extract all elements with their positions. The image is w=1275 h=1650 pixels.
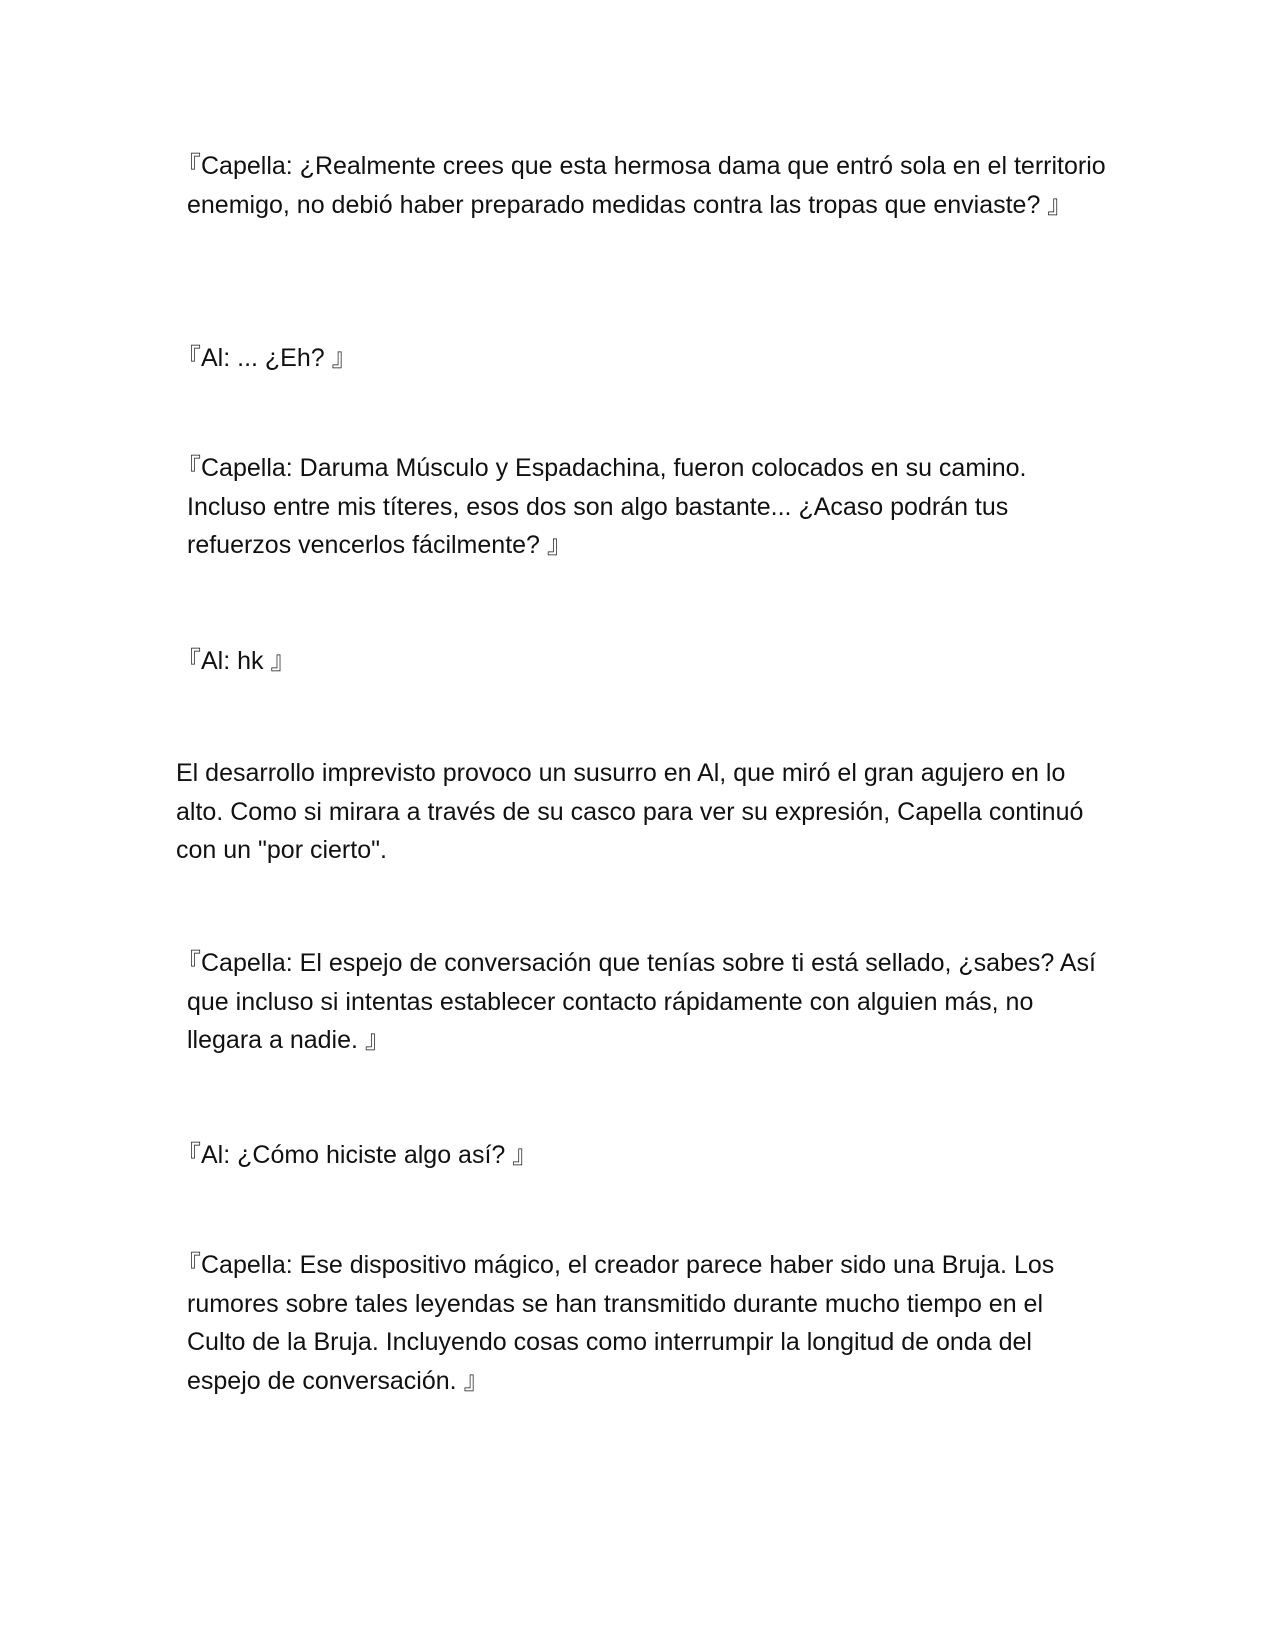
dialogue-capella-1: 『Capella: ¿Realmente crees que esta hermosa dama que entró sola en el territorio enemigo, no debió haber preparado medidas contra las tropas que enviaste? 』 xyxy=(176,152,1106,219)
dialogue-capella-4: 『Capella: Ese dispositivo mágico, el creador parece haber sido una Bruja. Los rumores sobre tales leyendas se han transmitido durante mucho tiempo en el Culto de la Bruja. Incluyendo cosas como interrumpir la longitud de onda del espejo de conversación. 』 xyxy=(176,1251,1055,1395)
dialogue-al-2: 『Al: hk 』 xyxy=(176,647,296,675)
dialogue-al-3: 『Al: ¿Cómo hiciste algo así? 』 xyxy=(176,1141,538,1169)
dialogue-capella-3: 『Capella: El espejo de conversación que tenías sobre ti está sellado, ¿sabes? Así que incluso si intentas establecer contacto rápidamente con alguien más, no llegara a nadie. 』 xyxy=(176,949,1096,1054)
narration-paragraph: El desarrollo imprevisto provoco un susurro en Al, que miró el gran agujero en lo alto. Como si mirara a través de su casco para ver su expresión, Capella continuó con un "por cierto". xyxy=(176,759,1084,864)
dialogue-al-1: 『Al: ... ¿Eh? 』 xyxy=(176,344,357,372)
dialogue-capella-2: 『Capella: Daruma Músculo y Espadachina, fueron colocados en su camino. Incluso entre mis títeres, esos dos son algo bastante... ¿Acaso podrán tus refuerzos vencerlos fácilmente? 』 xyxy=(176,454,1027,559)
